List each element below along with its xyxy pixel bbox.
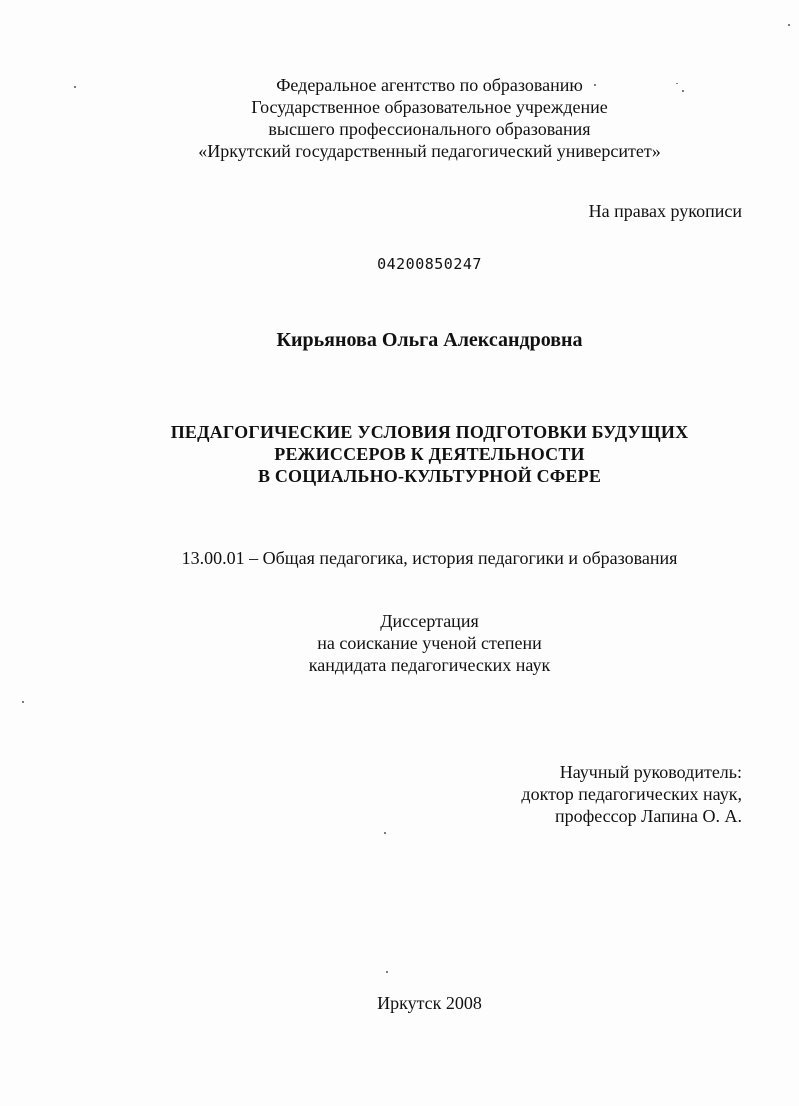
title-line-3: В СОЦИАЛЬНО-КУЛЬТУРНОЙ СФЕРЕ <box>257 466 602 486</box>
scan-speck <box>74 86 76 88</box>
header-line-university: «Иркутский государственный педагогический университет» <box>198 141 661 161</box>
scan-speck <box>594 84 596 86</box>
title-line-1: ПЕДАГОГИЧЕСКИЕ УСЛОВИЯ ПОДГОТОВКИ БУДУЩИХ <box>170 422 689 442</box>
scan-speck <box>682 90 684 92</box>
header-line-institution: Государственное образовательное учреждение <box>251 97 608 117</box>
dissertation-title <box>30 421 799 487</box>
header-line-agency: Федеральное агентство по образованию <box>276 75 583 95</box>
scan-speck <box>22 701 24 703</box>
degree-line-1: Диссертация <box>380 611 479 631</box>
degree-line-3: кандидата педагогических наук <box>308 655 551 675</box>
title-line-2: РЕЖИССЕРОВ К ДЕЯТЕЛЬНОСТИ <box>274 444 585 464</box>
supervisor-line-2: доктор педагогических наук, <box>521 784 742 804</box>
scan-speck <box>676 83 678 84</box>
catalog-code: 04200850247 <box>377 255 482 273</box>
city-and-year: Иркутск 2008 <box>377 993 482 1013</box>
manuscript-rights-note: На правах рукописи <box>588 201 742 221</box>
degree-statement <box>30 610 799 676</box>
scan-speck <box>788 24 790 26</box>
scan-speck <box>384 832 386 834</box>
scan-speck <box>386 971 388 973</box>
specialty-code: 13.00.01 – Общая педагогика, история педагогики и образования <box>181 548 678 568</box>
scientific-supervisor <box>521 761 742 827</box>
degree-line-2: на соискание ученой степени <box>317 633 542 653</box>
supervisor-line-1: Научный руководитель: <box>559 762 742 782</box>
author-name: Кирьянова Ольга Александровна <box>276 329 583 351</box>
header-line-education-level: высшего профессионального образования <box>268 119 591 139</box>
institution-header <box>30 74 799 162</box>
supervisor-line-3: профессор Лапина О. А. <box>554 806 742 826</box>
